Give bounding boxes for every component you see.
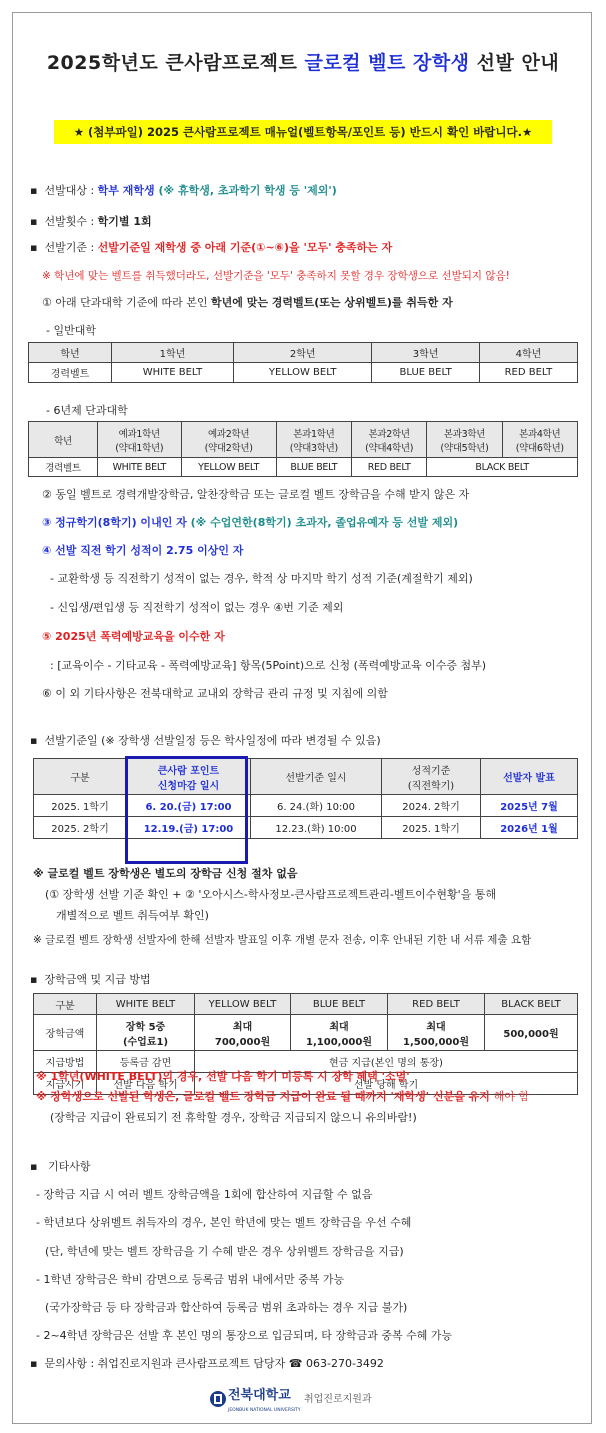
time-row-label: 지급시기 <box>34 1073 97 1095</box>
th-y4: 본과2학년 (약대4학년) <box>352 422 427 458</box>
td-blue: BLUE BELT <box>372 363 479 383</box>
criteria-3: ③ 정규학기(8학기) 이내인 자 (※ 수업연한(8학기) 초과자, 졸업유예자 등 선발 제외) <box>42 516 459 529</box>
th-grade3: 3학년 <box>372 343 479 363</box>
method-white: 등록금 감면 <box>97 1051 195 1073</box>
amount-label: ▪ 장학금액 및 지급 방법 <box>30 973 151 986</box>
sched-announce: 2025년 7월 <box>481 795 578 817</box>
criteria-4-sub2: - 신입생/편입생 등 직전학기 성적이 없는 경우 ④번 기준 제외 <box>50 601 344 614</box>
schedule-after1: ※ 글로컬 벨트 장학생은 별도의 장학금 신청 절차 없음 <box>33 867 298 880</box>
sched-deadline: 6. 20.(금) 17:00 <box>127 795 251 817</box>
target-line: ▪ 선발대상 : 학부 재학생 (※ 휴학생, 초과학기 학생 등 '제외') <box>30 184 337 197</box>
td-white: WHITE BELT <box>112 363 234 383</box>
th-white: WHITE BELT <box>97 994 195 1015</box>
td-red: RED BELT <box>479 363 577 383</box>
th-y3: 본과1학년 (약대3학년) <box>276 422 351 458</box>
method-row-label: 지급방법 <box>34 1051 97 1073</box>
td-red: RED BELT <box>352 458 427 477</box>
criteria-5-sub: : [교육이수 - 기타교육 - 폭력예방교육] 항목(5Point)으로 신청 (폭력예방교육 이수증 첨부) <box>50 659 487 672</box>
amount-blue: 최대 1,100,000원 <box>291 1015 388 1051</box>
th-y1: 예과1학년 (약대1학년) <box>98 422 182 458</box>
schedule-after2: (① 장학생 선발 기준 확인 + ② '오아시스-학사정보-큰사람프로젝트관리-벨트이수현황'을 통해 <box>45 888 497 901</box>
etc-item: - 장학금 지급 시 여러 벨트 장학금액을 1회에 합산하여 지급할 수 없음 <box>36 1188 373 1201</box>
td-blue: BLUE BELT <box>276 458 351 477</box>
criteria-1: ① 아래 단과대학 기준에 따라 본인 학년에 맞는 경력벨트(또는 상위벨트)를 취득한 자 <box>42 296 453 309</box>
criteria-4-sub1: - 교환학생 등 직전학기 성적이 없는 경우, 학적 상 마지막 학기 성적 기준(계절학기 제외) <box>50 572 473 585</box>
etc-item: (단, 학년에 맞는 벨트 장학금을 기 수혜 받은 경우 상위벨트 장학금을 지급) <box>45 1245 404 1258</box>
td-black: BLACK BELT <box>427 458 578 477</box>
sched-base: 12.23.(화) 10:00 <box>251 817 382 839</box>
amount-yellow: 최대 700,000원 <box>195 1015 291 1051</box>
sixyear-college-label: - 6년제 단과대학 <box>46 404 128 417</box>
th-announce: 선발자 발표 <box>481 759 578 795</box>
th-grade: 학년 <box>29 343 112 363</box>
th-grade: 학년 <box>29 422 98 458</box>
criteria-6: ⑥ 이 외 기타사항은 전북대학교 교내외 장학금 관리 규정 및 지침에 의함 <box>42 687 388 700</box>
sched-grade: 2024. 2학기 <box>382 795 481 817</box>
amount-white: 장학 5중 (수업료1) <box>97 1015 195 1051</box>
time-others: 선발 당해 학기 <box>195 1073 578 1095</box>
time-white: 선발 다음 학기 <box>97 1073 195 1095</box>
th-y5: 본과3학년 (약대5학년) <box>427 422 502 458</box>
criteria-4: ④ 선발 직전 학기 성적이 2.75 이상인 자 <box>42 544 244 557</box>
th-grade2: 2학년 <box>233 343 371 363</box>
footer-dept: 취업진로지원과 <box>304 1394 372 1405</box>
th-black: BLACK BELT <box>485 994 578 1015</box>
page-title: 2025학년도 큰사람프로젝트 글로컬 벨트 장학생 선발 안내 <box>46 52 560 74</box>
sched-deadline: 12.19.(금) 17:00 <box>127 817 251 839</box>
sched-term: 2025. 2학기 <box>34 817 127 839</box>
td-white: WHITE BELT <box>98 458 182 477</box>
method-others: 현금 지급(본인 명의 통장) <box>195 1051 578 1073</box>
general-college-label: - 일반대학 <box>46 324 96 337</box>
title-highlight: 글로컬 벨트 장학생 <box>304 52 470 74</box>
count-line: ▪ 선발횟수 : 학기별 1회 <box>30 215 152 228</box>
criteria-line: ▪ 선발기준 : 선발기준일 재학생 중 아래 기준(①~⑥)을 '모두' 충족하는 자 <box>30 241 393 254</box>
etc-item: - 학년보다 상위벨트 취득자의 경우, 본인 학년에 맞는 벨트 장학금을 우선 수혜 <box>36 1216 412 1229</box>
amount-row-label: 장학금액 <box>34 1015 97 1051</box>
criteria-2: ② 동일 벨트로 경력개발장학금, 알찬장학금 또는 글로컬 벨트 장학금을 수해 받지 않은 자 <box>42 488 470 501</box>
sched-grade: 2025. 1학기 <box>382 817 481 839</box>
th-base-date: 선발기준 일시 <box>251 759 382 795</box>
schedule-table <box>33 758 578 839</box>
th-grade1: 1학년 <box>112 343 234 363</box>
etc-item: - 1학년 장학금은 학비 감면으로 등록금 범위 내에서만 중복 가능 <box>36 1273 345 1286</box>
amount-note2: ※ 장학생으로 선발된 학생은, 글로컬 벨트 장학금 지급이 완료 될 때까지 '재학생' 신분을 유지 해야 함 <box>36 1090 530 1103</box>
th-kind: 구분 <box>34 994 97 1015</box>
criteria-5: ⑤ 2025년 폭력예방교육을 이수한 자 <box>42 630 225 643</box>
amount-red: 최대 1,500,000원 <box>388 1015 485 1051</box>
etc-item: (국가장학금 등 타 장학금과 합산하여 등록금 범위 초과하는 경우 지급 불가) <box>45 1301 408 1314</box>
manual-notice: ★ (첨부파일) 2025 큰사람프로젝트 매뉴얼(벨트항목/포인트 등) 반드시 확인 바랍니다.★ <box>54 120 552 144</box>
etc-item: - 2~4학년 장학금은 선발 후 본인 명의 통장으로 입금되며, 타 장학금과 중복 수혜 가능 <box>36 1329 453 1342</box>
th-blue: BLUE BELT <box>291 994 388 1015</box>
amount-note3: (장학금 지급이 완료되기 전 휴학할 경우, 장학금 지급되지 않으니 유의바람!) <box>50 1111 417 1124</box>
th-y2: 예과2학년 (약대2학년) <box>181 422 276 458</box>
amount-black: 500,000원 <box>485 1015 578 1051</box>
criteria-warning: ※ 학년에 맞는 벨트를 취득했더라도, 선발기준을 '모두' 충족하지 못할 경우 장학생으로 선발되지 않음! <box>42 270 510 282</box>
sixyear-belt-table <box>28 421 578 477</box>
th-grade4: 4학년 <box>479 343 577 363</box>
th-yellow: YELLOW BELT <box>195 994 291 1015</box>
deadline-highlight-box <box>125 756 248 864</box>
td-yellow: YELLOW BELT <box>233 363 371 383</box>
sched-base: 6. 24.(화) 10:00 <box>251 795 382 817</box>
td-belt-label: 경력벨트 <box>29 458 98 477</box>
th-grade-basis: 성적기준 (직전학기) <box>382 759 481 795</box>
footer-univ: 전북대학교 <box>228 1388 291 1403</box>
schedule-after3: 개별적으로 벨트 취득여부 확인) <box>56 909 209 922</box>
sched-announce: 2026년 1월 <box>481 817 578 839</box>
th-term: 구분 <box>34 759 127 795</box>
sched-term: 2025. 1학기 <box>34 795 127 817</box>
etc-label: ▪ 기타사항 <box>30 1160 91 1173</box>
td-belt-label: 경력벨트 <box>29 363 112 383</box>
schedule-label: ▪ 선발기준일 (※ 장학생 선발일정 등은 학사일정에 따라 변경될 수 있음) <box>30 734 381 747</box>
th-point-deadline: 큰사람 포인트 신청마감 일시 <box>127 759 251 795</box>
td-yellow: YELLOW BELT <box>181 458 276 477</box>
schedule-after4: ※ 글로컬 벨트 장학생 선발자에 한해 선발자 발표일 이후 개별 문자 전송, 이후 안내된 기한 내 서류 제출 요함 <box>33 934 532 946</box>
footer-univ-en: JEONBUK NATIONAL UNIVERSITY <box>228 1408 301 1413</box>
general-belt-table <box>28 342 578 383</box>
th-y6: 본과4학년 (약대6학년) <box>502 422 577 458</box>
th-red: RED BELT <box>388 994 485 1015</box>
amount-note1: ※ 1학년(WHITE BELT)의 경우, 선발 다음 학기 미등록 시 장학 혜택 '소멸' <box>36 1070 410 1083</box>
contact-line: ▪ 문의사항 : 취업진로지원과 큰사람프로젝트 담당자 ☎ 063-270-3492 <box>30 1357 384 1370</box>
